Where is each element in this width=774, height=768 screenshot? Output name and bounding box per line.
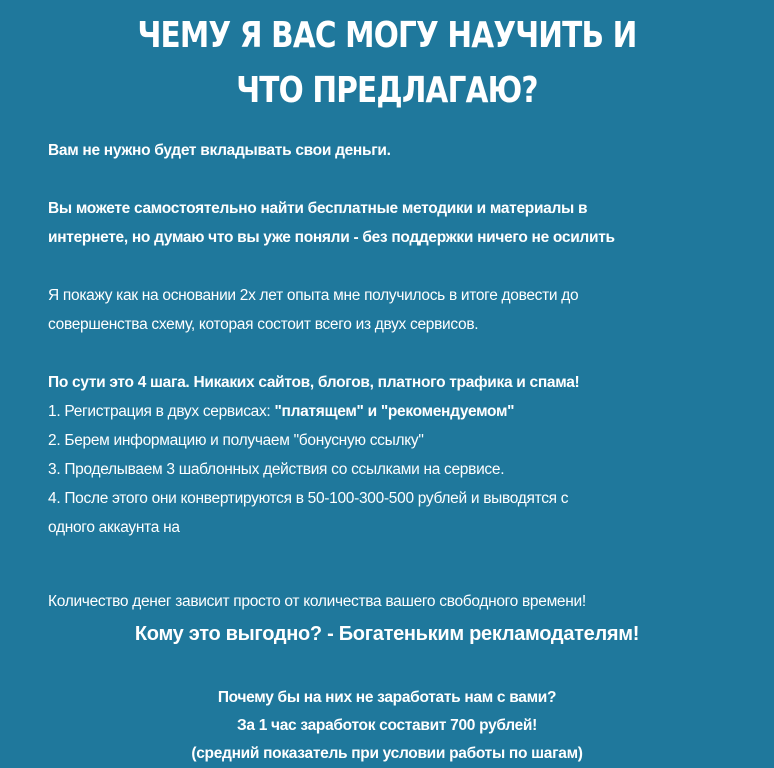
earnings-question: Почему бы на них не заработать нам с вами?: [217, 689, 557, 706]
experience-text-line-1: Я покажу как на основании 2х лет опыта мне получилось в итоге довести до: [48, 287, 579, 304]
free-materials-text-line-2: интернете, но думаю что вы уже поняли - без поддержки ничего не осилить: [48, 229, 615, 246]
step-1-services: "платящем" и "рекомендуемом": [274, 403, 515, 420]
steps-intro: По сути это 4 шага. Никаких сайтов, блогов, платного трафика и спама!: [48, 374, 580, 391]
step-item-3: 3. Проделываем 3 шаблонных действия со ссылками на сервисе.: [48, 461, 505, 478]
no-investment-text: Вам не нужно будет вкладывать свои деньги.: [48, 142, 391, 159]
page-title-line-2: ЧТО ПРЕДЛАГАЮ?: [236, 70, 538, 111]
earnings-amount: За 1 час заработок составит 700 рублей!: [236, 717, 538, 734]
earnings-note: (средний показатель при условии работы по шагам): [191, 745, 583, 762]
page-title-line-1: ЧЕМУ Я ВАС МОГУ НАУЧИТЬ И: [137, 15, 637, 56]
step-item-4-line-2: одного аккаунта на: [48, 519, 180, 536]
money-note: Количество денег зависит просто от количества вашего свободного времени!: [48, 593, 586, 610]
main-content: [48, 136, 748, 542]
page-title: [70, 8, 705, 118]
spacer: [48, 339, 748, 368]
earnings-block: [0, 684, 774, 768]
step-item-2: 2. Берем информацию и получаем "бонусную ссылку": [48, 432, 424, 449]
step-1-text: 1. Регистрация в двух сервисах:: [48, 403, 275, 420]
step-item-1: [48, 397, 748, 426]
experience-text-line-2: совершенства схему, которая состоит всего из двух сервисов.: [48, 316, 479, 333]
spacer: [48, 165, 748, 194]
spacer: [48, 252, 748, 281]
steps-list: [48, 397, 748, 542]
step-item-4-line-1: 4. После этого они конвертируются в 50-100-300-500 рублей и выводятся с: [48, 490, 569, 507]
who-benefits-headline: Кому это выгодно? - Богатеньким рекламодателям!: [134, 623, 640, 645]
free-materials-text-line-1: Вы можете самостоятельно найти бесплатные методики и материалы в: [48, 200, 588, 217]
